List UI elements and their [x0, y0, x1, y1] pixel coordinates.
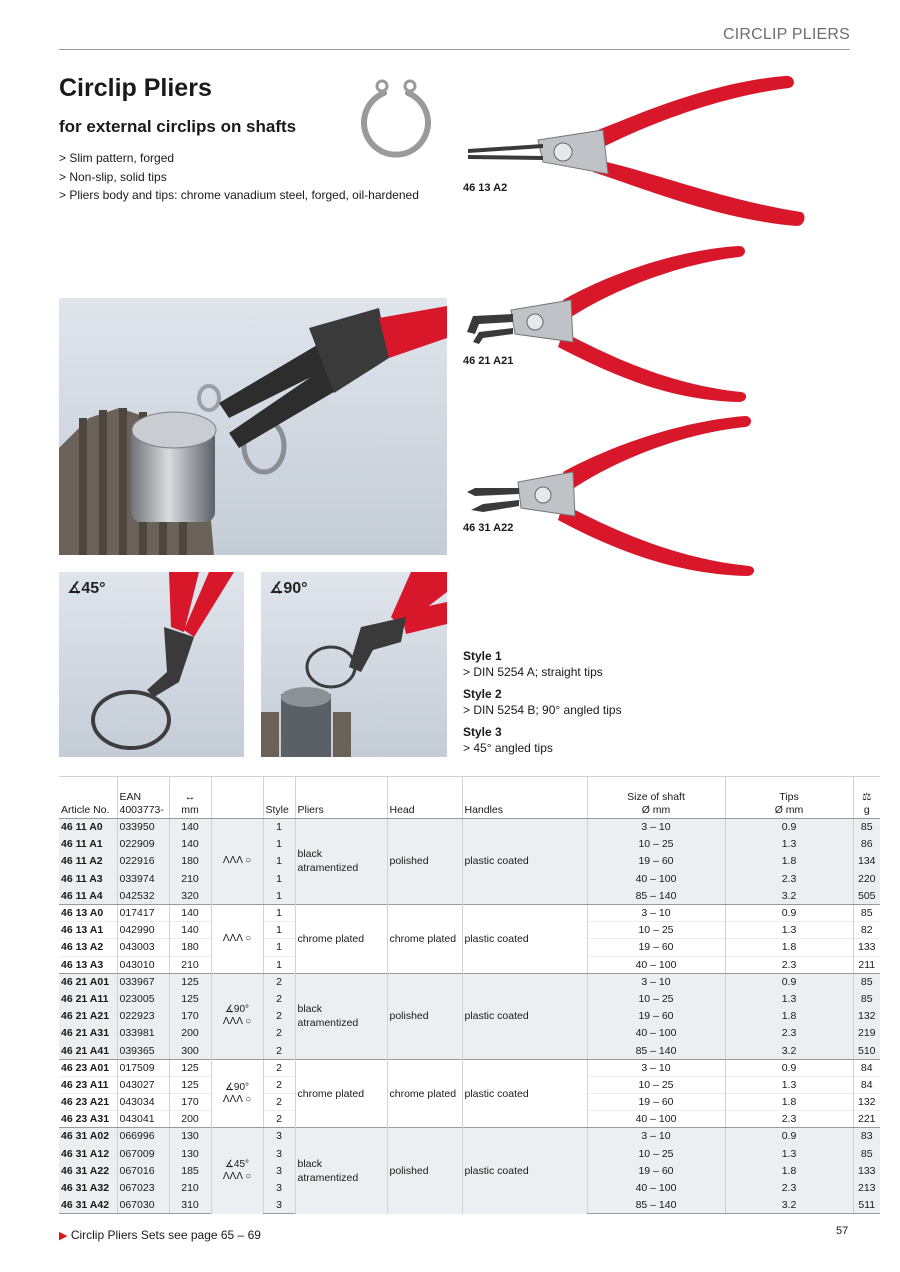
cell-article: 46 31 A22 — [59, 1162, 117, 1179]
cell-handles: plastic coated — [462, 1128, 587, 1214]
cell-article: 46 11 A3 — [59, 870, 117, 887]
cell-symbols — [211, 904, 263, 973]
cell-shaft-size: 19 – 60 — [587, 853, 725, 870]
cell-tips: 2.3 — [725, 1111, 853, 1128]
angle-90-label: 90° — [283, 580, 308, 597]
cell-style: 1 — [263, 836, 295, 853]
cell-article: 46 13 A0 — [59, 904, 117, 921]
cell-tips: 1.8 — [725, 1094, 853, 1111]
spring-circlip-icon: ΛΛΛ ○ — [222, 855, 252, 867]
cell-shaft-size: 10 – 25 — [587, 922, 725, 939]
cell-style: 3 — [263, 1179, 295, 1196]
cell-article: 46 21 A11 — [59, 990, 117, 1007]
header-head: Head — [387, 777, 462, 819]
product-group — [59, 904, 880, 973]
gear-shaft-illustration — [59, 298, 447, 555]
cell-shaft-size: 10 – 25 — [587, 836, 725, 853]
cell-tips: 2.3 — [725, 1025, 853, 1042]
cell-style: 1 — [263, 853, 295, 870]
cell-article: 46 21 A41 — [59, 1042, 117, 1059]
cell-handles: plastic coated — [462, 973, 587, 1059]
header-style: Style — [263, 777, 295, 819]
spring-circlip-icon: ΛΛΛ ○ — [222, 1171, 252, 1183]
cell-length: 310 — [169, 1197, 211, 1214]
cell-length: 140 — [169, 904, 211, 921]
cell-ean: 066996 — [117, 1128, 169, 1145]
feature-item: > Slim pattern, forged — [59, 151, 175, 165]
cell-tips: 1.8 — [725, 853, 853, 870]
cell-shaft-size: 3 – 10 — [587, 973, 725, 990]
scale-icon: ⚖ — [862, 791, 872, 803]
cell-tips: 2.3 — [725, 1179, 853, 1196]
cell-article: 46 13 A1 — [59, 922, 117, 939]
cell-head-finish: chrome plated — [387, 904, 462, 973]
cell-article: 46 31 A12 — [59, 1145, 117, 1162]
style-name: Style 3 — [463, 725, 502, 739]
cell-article: 46 11 A2 — [59, 853, 117, 870]
cell-pliers-finish: chrome plated — [295, 904, 387, 973]
cell-length: 300 — [169, 1042, 211, 1059]
angle-symbol-icon: ∡ — [269, 580, 284, 597]
cell-weight: 219 — [853, 1025, 880, 1042]
cell-ean: 017509 — [117, 1059, 169, 1076]
cell-style: 3 — [263, 1128, 295, 1145]
cell-symbols — [211, 973, 263, 1059]
cell-ean: 067016 — [117, 1162, 169, 1179]
cell-length: 125 — [169, 1059, 211, 1076]
application-photo — [59, 298, 447, 555]
cell-article: 46 21 A21 — [59, 1008, 117, 1025]
feature-item: > Non-slip, solid tips — [59, 169, 167, 184]
angle-icon: ∡90° — [224, 1004, 250, 1016]
spring-circlip-icon: ΛΛΛ ○ — [222, 1016, 252, 1028]
cell-pliers-finish: black atramentized — [295, 819, 387, 905]
cell-length: 180 — [169, 939, 211, 956]
page-header — [59, 24, 850, 50]
cell-style: 1 — [263, 939, 295, 956]
cell-tips: 1.8 — [725, 1008, 853, 1025]
external-circlip-icon — [356, 77, 436, 159]
cell-ean: 039365 — [117, 1042, 169, 1059]
cell-ean: 067009 — [117, 1145, 169, 1162]
cell-weight: 133 — [853, 1162, 880, 1179]
page-subtitle: for external circlips on shafts — [59, 117, 297, 136]
cell-length: 170 — [169, 1094, 211, 1111]
spring-circlip-icon: ΛΛΛ ○ — [222, 1093, 252, 1105]
cell-weight: 85 — [853, 819, 880, 836]
header-handles: Handles — [462, 777, 587, 819]
angle-45-label: 45° — [81, 580, 106, 597]
cell-article: 46 31 A32 — [59, 1179, 117, 1196]
cell-weight: 134 — [853, 853, 880, 870]
cell-style: 3 — [263, 1197, 295, 1214]
cell-tips: 3.2 — [725, 1197, 853, 1214]
cell-tips: 1.3 — [725, 922, 853, 939]
table-row — [59, 1059, 880, 1076]
style-description: > 45° angled tips — [463, 741, 553, 755]
table-header-row — [59, 777, 880, 819]
cell-head-finish: polished — [387, 819, 462, 905]
cell-style: 1 — [263, 870, 295, 887]
footer-note — [59, 1228, 261, 1242]
cell-tips: 0.9 — [725, 904, 853, 921]
product-group — [59, 973, 880, 1059]
cell-length: 185 — [169, 1162, 211, 1179]
cell-tips: 0.9 — [725, 1059, 853, 1076]
length-arrow-icon: ↔ — [184, 791, 196, 803]
cell-weight: 84 — [853, 1059, 880, 1076]
cell-ean: 022909 — [117, 836, 169, 853]
feature-item: > Pliers body and tips: chrome vanadium steel, forged, oil-hardened — [59, 188, 419, 202]
cell-length: 210 — [169, 1179, 211, 1196]
cell-style: 2 — [263, 1042, 295, 1059]
cell-ean: 033950 — [117, 819, 169, 836]
header-ean: EAN 4003773- — [117, 777, 169, 819]
cell-weight: 83 — [853, 1128, 880, 1145]
plier-label-46-31-a22: 46 31 A22 — [463, 522, 514, 534]
cell-tips: 0.9 — [725, 1128, 853, 1145]
cell-length: 210 — [169, 956, 211, 973]
cell-style: 2 — [263, 1025, 295, 1042]
cell-length: 140 — [169, 836, 211, 853]
cell-shaft-size: 40 – 100 — [587, 1179, 725, 1196]
cell-shaft-size: 10 – 25 — [587, 1145, 725, 1162]
cell-weight: 213 — [853, 1179, 880, 1196]
cell-shaft-size: 10 – 25 — [587, 990, 725, 1007]
cell-tips: 1.3 — [725, 990, 853, 1007]
cell-shaft-size: 10 – 25 — [587, 1076, 725, 1093]
cell-weight: 211 — [853, 956, 880, 973]
cell-article: 46 31 A02 — [59, 1128, 117, 1145]
header-length: ↔ mm — [169, 777, 211, 819]
triangle-arrow-icon: ▶ — [59, 1230, 68, 1242]
page-title: Circlip Pliers — [59, 74, 212, 102]
cell-ean: 067023 — [117, 1179, 169, 1196]
cell-head-finish: polished — [387, 1128, 462, 1214]
angle-90-photo — [261, 572, 447, 757]
cell-ean: 042990 — [117, 922, 169, 939]
spring-circlip-icon: ΛΛΛ ○ — [222, 932, 252, 944]
table-row — [59, 819, 880, 836]
cell-pliers-finish: black atramentized — [295, 973, 387, 1059]
cell-style: 3 — [263, 1145, 295, 1162]
style-legend — [463, 648, 622, 762]
cell-tips: 1.3 — [725, 1076, 853, 1093]
cell-article: 46 13 A2 — [59, 939, 117, 956]
cell-weight: 85 — [853, 990, 880, 1007]
cell-shaft-size: 19 – 60 — [587, 1008, 725, 1025]
cell-shaft-size: 40 – 100 — [587, 1025, 725, 1042]
cell-weight: 84 — [853, 1076, 880, 1093]
cell-pliers-finish: black atramentized — [295, 1128, 387, 1214]
section-title: CIRCLIP PLIERS — [723, 26, 850, 43]
product-group — [59, 1059, 880, 1128]
style-1 — [463, 648, 622, 680]
cell-handles: plastic coated — [462, 1059, 587, 1128]
plier-label-46-21-a21: 46 21 A21 — [463, 355, 514, 367]
header-weight: ⚖ g — [853, 777, 880, 819]
cell-ean: 022916 — [117, 853, 169, 870]
angle-45-photo — [59, 572, 244, 757]
cell-shaft-size: 40 – 100 — [587, 1111, 725, 1128]
table-row — [59, 973, 880, 990]
cell-shaft-size: 3 – 10 — [587, 1059, 725, 1076]
cell-ean: 043010 — [117, 956, 169, 973]
cell-weight: 510 — [853, 1042, 880, 1059]
cell-shaft-size: 85 – 140 — [587, 1042, 725, 1059]
cell-article: 46 23 A01 — [59, 1059, 117, 1076]
cell-ean: 033981 — [117, 1025, 169, 1042]
cell-style: 2 — [263, 1094, 295, 1111]
plier-image-46-13-a2 — [463, 72, 808, 232]
cell-shaft-size: 19 – 60 — [587, 1162, 725, 1179]
cell-shaft-size: 40 – 100 — [587, 956, 725, 973]
cell-tips: 1.8 — [725, 939, 853, 956]
cell-ean: 042532 — [117, 887, 169, 904]
cell-article: 46 21 A31 — [59, 1025, 117, 1042]
pliers-90-illustration — [261, 572, 447, 757]
cell-length: 200 — [169, 1025, 211, 1042]
cell-length: 180 — [169, 853, 211, 870]
angle-symbol-icon: ∡ — [67, 580, 82, 597]
cell-shaft-size: 19 – 60 — [587, 939, 725, 956]
cell-style: 1 — [263, 922, 295, 939]
cell-weight: 85 — [853, 973, 880, 990]
cell-article: 46 11 A4 — [59, 887, 117, 904]
cell-weight: 133 — [853, 939, 880, 956]
cell-tips: 2.3 — [725, 870, 853, 887]
cell-head-finish: polished — [387, 973, 462, 1059]
header-pliers: Pliers — [295, 777, 387, 819]
cell-style: 2 — [263, 1076, 295, 1093]
cell-article: 46 13 A3 — [59, 956, 117, 973]
cell-style: 1 — [263, 819, 295, 836]
plier-image-46-31-a22 — [463, 412, 763, 577]
cell-length: 200 — [169, 1111, 211, 1128]
cell-shaft-size: 19 – 60 — [587, 1094, 725, 1111]
cell-length: 320 — [169, 887, 211, 904]
cell-ean: 043027 — [117, 1076, 169, 1093]
cell-tips: 0.9 — [725, 973, 853, 990]
angle-icon: ∡90° — [224, 1081, 250, 1093]
cell-style: 2 — [263, 973, 295, 990]
cell-length: 125 — [169, 973, 211, 990]
cell-ean: 043003 — [117, 939, 169, 956]
cell-style: 2 — [263, 1111, 295, 1128]
cell-weight: 132 — [853, 1094, 880, 1111]
cell-ean: 033967 — [117, 973, 169, 990]
cell-length: 130 — [169, 1145, 211, 1162]
cell-tips: 2.3 — [725, 956, 853, 973]
page-number: 57 — [836, 1225, 849, 1237]
product-group — [59, 1128, 880, 1214]
cell-tips: 3.2 — [725, 1042, 853, 1059]
cell-style: 1 — [263, 904, 295, 921]
cell-weight: 220 — [853, 870, 880, 887]
cell-length: 140 — [169, 922, 211, 939]
cell-length: 130 — [169, 1128, 211, 1145]
cell-article: 46 11 A0 — [59, 819, 117, 836]
cell-style: 2 — [263, 990, 295, 1007]
cell-article: 46 23 A31 — [59, 1111, 117, 1128]
plier-image-46-21-a21 — [463, 242, 763, 404]
cell-symbols — [211, 1128, 263, 1214]
cell-ean: 043041 — [117, 1111, 169, 1128]
plier-label-46-13-a2: 46 13 A2 — [463, 182, 508, 194]
cell-shaft-size: 3 – 10 — [587, 819, 725, 836]
cell-length: 170 — [169, 1008, 211, 1025]
pliers-45-illustration — [59, 572, 244, 757]
cell-ean: 022923 — [117, 1008, 169, 1025]
footer-note-text: Circlip Pliers Sets see page 65 – 69 — [70, 1228, 261, 1242]
cell-shaft-size: 40 – 100 — [587, 870, 725, 887]
style-description: > DIN 5254 A; straight tips — [463, 665, 603, 679]
style-description: > DIN 5254 B; 90° angled tips — [463, 703, 622, 717]
cell-symbols — [211, 1059, 263, 1128]
style-name: Style 2 — [463, 687, 502, 701]
product-group — [59, 819, 880, 905]
header-shaft-size: Size of shaft Ø mm — [587, 777, 725, 819]
cell-handles: plastic coated — [462, 904, 587, 973]
table-row — [59, 1128, 880, 1145]
cell-ean: 067030 — [117, 1197, 169, 1214]
cell-tips: 1.8 — [725, 1162, 853, 1179]
cell-shaft-size: 85 – 140 — [587, 887, 725, 904]
cell-weight: 85 — [853, 904, 880, 921]
cell-tips: 1.3 — [725, 1145, 853, 1162]
cell-length: 140 — [169, 819, 211, 836]
cell-ean: 043034 — [117, 1094, 169, 1111]
cell-length: 125 — [169, 1076, 211, 1093]
cell-pliers-finish: chrome plated — [295, 1059, 387, 1128]
cell-symbols — [211, 819, 263, 905]
cell-ean: 033974 — [117, 870, 169, 887]
cell-tips: 3.2 — [725, 887, 853, 904]
table-row — [59, 904, 880, 921]
cell-length: 125 — [169, 990, 211, 1007]
cell-tips: 1.3 — [725, 836, 853, 853]
cell-weight: 221 — [853, 1111, 880, 1128]
cell-ean: 023005 — [117, 990, 169, 1007]
cell-article: 46 31 A42 — [59, 1197, 117, 1214]
product-table — [59, 776, 880, 1214]
style-3 — [463, 724, 622, 756]
cell-weight: 132 — [853, 1008, 880, 1025]
cell-ean: 017417 — [117, 904, 169, 921]
cell-article: 46 23 A21 — [59, 1094, 117, 1111]
cell-article: 46 11 A1 — [59, 836, 117, 853]
cell-shaft-size: 85 – 140 — [587, 1197, 725, 1214]
header-tips: Tips Ø mm — [725, 777, 853, 819]
header-symbols — [211, 777, 263, 819]
cell-shaft-size: 3 – 10 — [587, 1128, 725, 1145]
cell-tips: 0.9 — [725, 819, 853, 836]
cell-style: 1 — [263, 887, 295, 904]
style-2 — [463, 686, 622, 718]
cell-article: 46 23 A11 — [59, 1076, 117, 1093]
cell-style: 2 — [263, 1059, 295, 1076]
cell-weight: 505 — [853, 887, 880, 904]
cell-weight: 86 — [853, 836, 880, 853]
header-article: Article No. — [59, 777, 117, 819]
style-name: Style 1 — [463, 649, 502, 663]
cell-weight: 511 — [853, 1197, 880, 1214]
cell-weight: 82 — [853, 922, 880, 939]
cell-style: 1 — [263, 956, 295, 973]
cell-style: 2 — [263, 1008, 295, 1025]
cell-head-finish: chrome plated — [387, 1059, 462, 1128]
angle-icon: ∡45° — [224, 1159, 250, 1171]
cell-article: 46 21 A01 — [59, 973, 117, 990]
cell-length: 210 — [169, 870, 211, 887]
cell-style: 3 — [263, 1162, 295, 1179]
cell-handles: plastic coated — [462, 819, 587, 905]
cell-shaft-size: 3 – 10 — [587, 904, 725, 921]
cell-weight: 85 — [853, 1145, 880, 1162]
